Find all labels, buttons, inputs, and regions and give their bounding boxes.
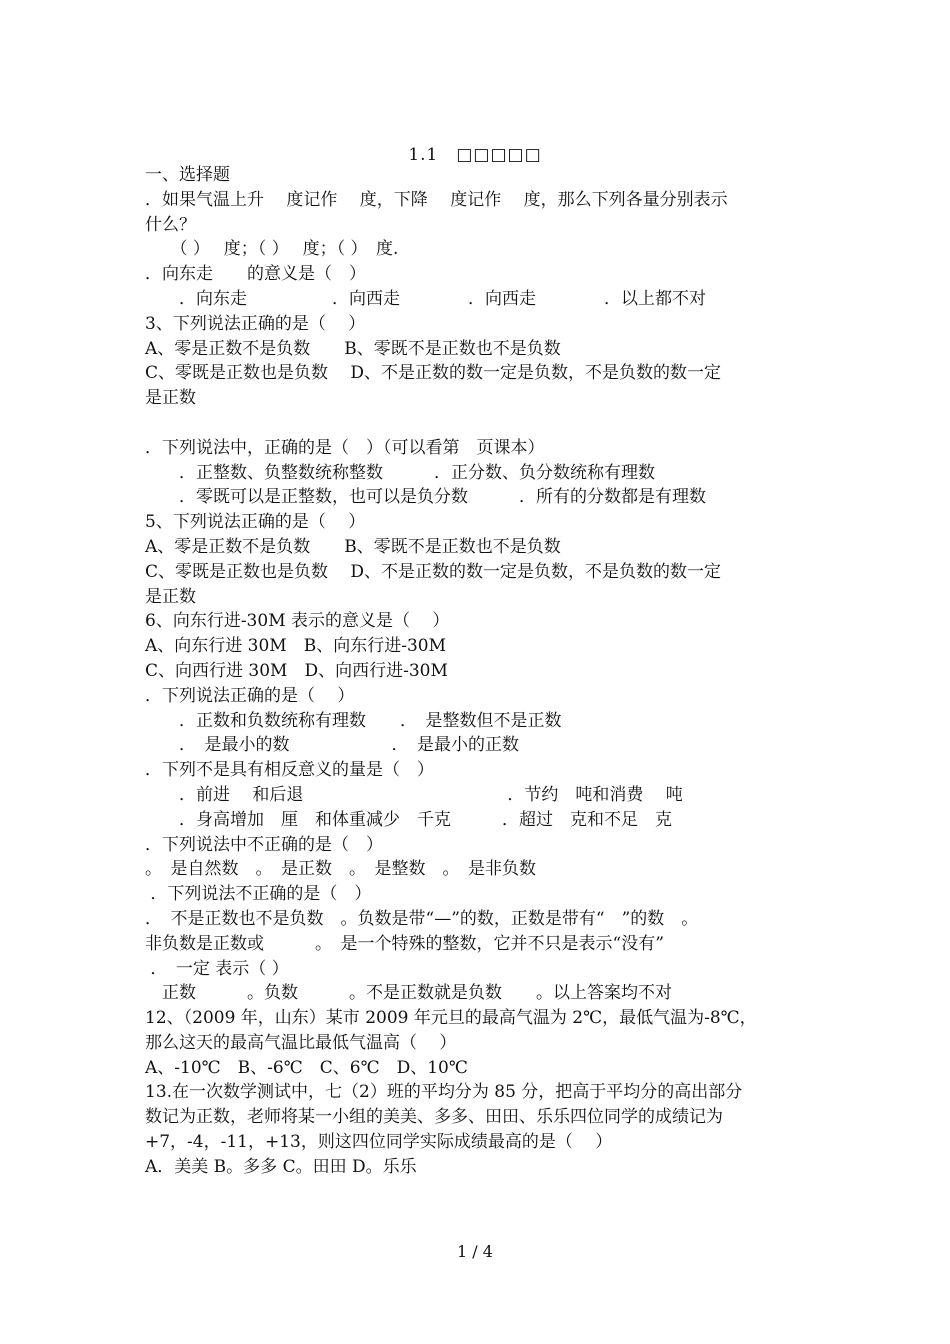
question-body [145,163,810,1180]
text-line: 那么这天的最高气温比最低气温高（ ） [145,1032,457,1053]
text-line: 什么？ [145,214,196,235]
text-line: A、零是正数不是负数 B、零既不是正数也不是负数 [145,536,561,557]
blank-line [145,411,810,436]
text-line: ．下列说法中不正确的是（ ） [145,834,383,855]
text-line: A．美美 B。多多 C。田田 D。乐乐 [145,1156,417,1177]
text-line: 。 是自然数 。 是正数 。 是整数 。 是非负数 [145,859,536,880]
text-line: ．正整数、负整数统称整数 ．正分数、负分数统称有理数 [145,462,655,483]
text-line: 非负数是正数或 。 是一个特殊的整数，它并不只是表示“没有” [145,933,664,954]
text-line: 数记为正数，老师将某一小组的美美、多多、田田、乐乐四位同学的成绩记为 [145,1107,723,1128]
text-line: 一、选择题 [145,165,230,185]
text-line: ． 不是正数也不是负数 。负数是带“—”的数，正数是带有“ ”的数 。 [145,908,699,929]
text-line: C、零既是正数也是负数 D、不是正数的数一定是负数，不是负数的数一定 [145,561,722,582]
text-line: ． 是最小的数 ． 是最小的正数 [145,735,519,756]
text-line: ．向东走 的意义是（ ） [145,264,366,285]
text-line: ．前进 和后退 ．节约 吨和消费 吨 [145,784,683,805]
text-line: ．身高增加 厘 和体重减少 千克 ．超过 克和不足 克 [145,809,672,830]
text-line: 正数 。负数 。不是正数就是负数 。以上答案均不对 [145,983,672,1004]
text-line: ．下列说法正确的是（ ） [145,685,355,706]
text-line: 12、（2009 年，山东）某市 2009 年元旦的最高气温为 2℃，最低气温为-8℃， [145,1008,757,1029]
text-line: 6、向东行进-30M 表示的意义是（ ） [145,611,450,632]
text-line: ．下列说法中，正确的是（ ）（可以看第 页课本） [145,437,545,458]
text-line: C、零既是正数也是负数 D、不是正数的数一定是负数，不是负数的数一定 [145,363,722,384]
text-line: 5、下列说法正确的是（ ） [145,512,366,533]
text-line: A、-10℃ B、-6℃ C、6℃ D、10℃ [145,1057,468,1078]
text-line: A、向东行进 30M B、向东行进-30M [145,636,446,657]
text-line: 3、下列说法正确的是（ ） [145,313,366,334]
text-line: +7，-4，-11，+13，则这四位同学实际成绩最高的是（ ） [145,1132,613,1153]
text-line: ． 一定 表示（ ） [145,958,289,979]
text-line: C、向西行进 30M D、向西行进-30M [145,660,448,681]
text-line: 是正数 [145,388,196,409]
page-title: 1.1 □□□□□ [408,145,542,165]
page-number: 1 / 4 [457,1242,493,1261]
text-line: （ ） 度；（ ） 度；（ ） 度. [145,239,399,260]
text-line: ．正数和负数统称有理数 ． 是整数但不是正数 [145,710,562,731]
text-line: 13.在一次数学测试中，七（2）班的平均分为 85 分，把高于平均分的高出部分 [145,1082,743,1103]
text-line: A、零是正数不是负数 B、零既不是正数也不是负数 [145,338,561,359]
text-line: ．如果气温上升 度记作 度，下降 度记作 度，那么下列各量分别表示 [145,189,728,210]
text-line: ．下列不是具有相反意义的量是（ ） [145,760,434,781]
text-line: 是正数 [145,586,196,607]
text-line: ．向东走 ．向西走 ．向西走 ．以上都不对 [145,288,706,309]
text-line: ．下列说法不正确的是（ ） [145,884,372,905]
text-line: ．零既可以是正整数，也可以是负分数 ．所有的分数都是有理数 [145,487,706,508]
